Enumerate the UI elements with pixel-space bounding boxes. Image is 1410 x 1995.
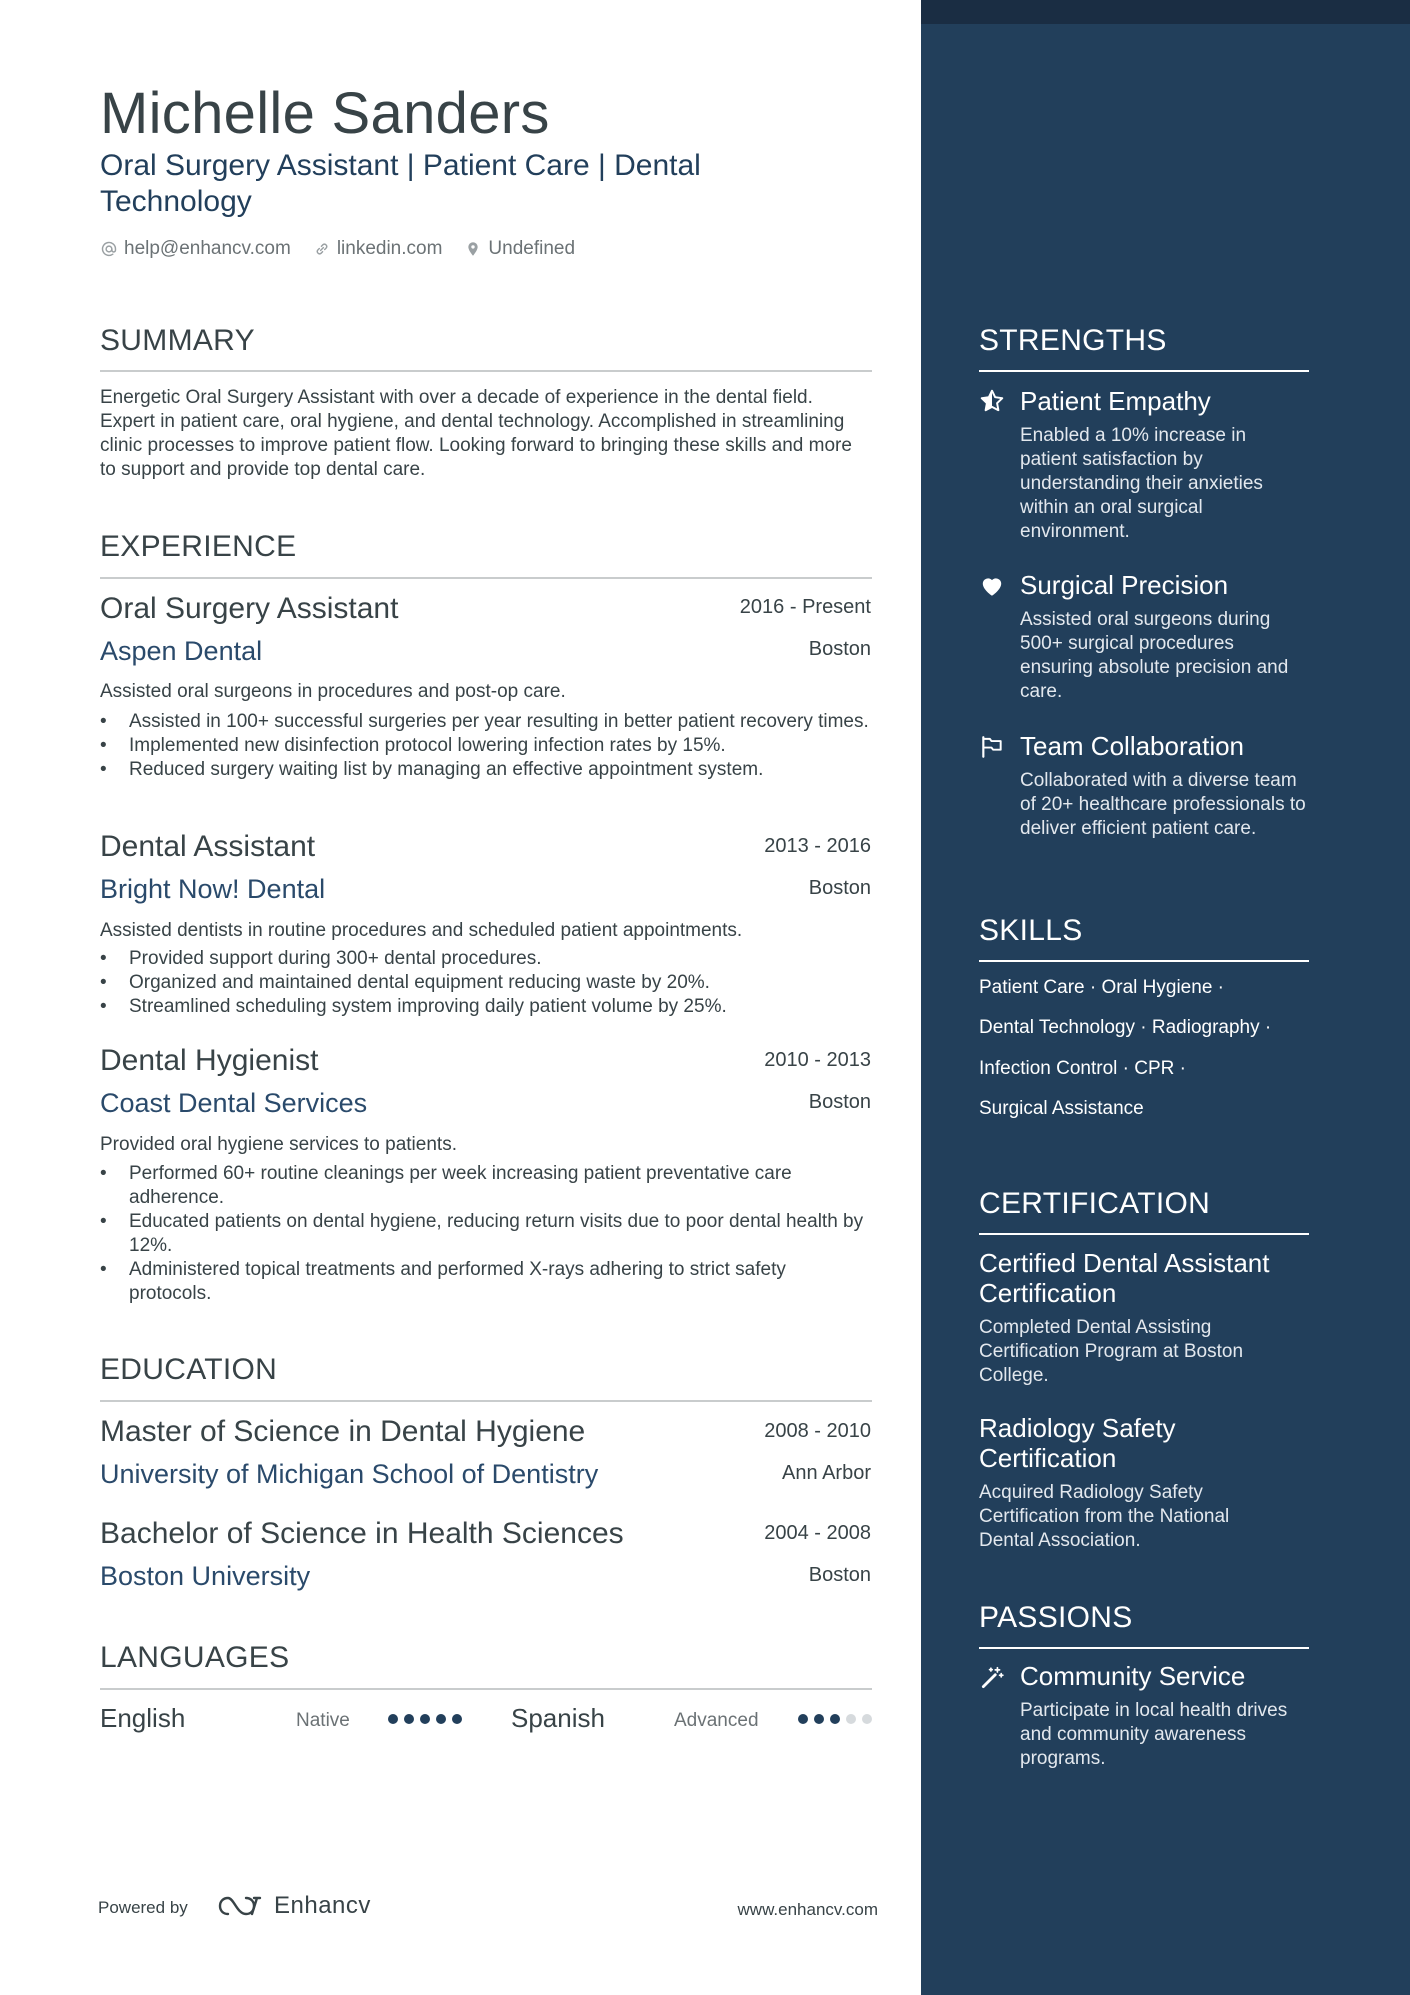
job-bullet: • Streamlined scheduling system improving daily patient volume by 25%. bbox=[100, 995, 872, 1019]
job-location: Boston bbox=[808, 877, 871, 899]
strengths-heading: STRENGTHS bbox=[979, 324, 1167, 357]
skills-line: Dental Technology · Radiography · bbox=[979, 1017, 1272, 1038]
education-degree: Master of Science in Dental Hygiene bbox=[100, 1415, 586, 1448]
language-level: Advanced bbox=[674, 1710, 759, 1731]
languages-divider bbox=[100, 1688, 872, 1690]
job-bullet: • Educated patients on dental hygiene, reducing return visits due to poor dental health by 12%. bbox=[100, 1210, 872, 1258]
strength-title: Patient Empathy bbox=[1020, 386, 1211, 416]
rating-dot-filled bbox=[830, 1714, 840, 1724]
location-text: Undefined bbox=[488, 238, 576, 259]
job-title: Dental Hygienist bbox=[100, 1044, 319, 1077]
email-text: help@enhancv.com bbox=[124, 238, 291, 259]
job-company: Coast Dental Services bbox=[100, 1088, 368, 1118]
language-level: Native bbox=[296, 1710, 350, 1731]
star-half-icon bbox=[979, 388, 1005, 414]
experience-divider bbox=[100, 577, 872, 579]
summary-divider bbox=[100, 370, 872, 372]
job-location: Boston bbox=[808, 1091, 871, 1113]
education-dates: 2004 - 2008 bbox=[764, 1522, 871, 1544]
education-school: Boston University bbox=[100, 1561, 311, 1591]
certification-description: Completed Dental Assisting Certification Program at Boston College. bbox=[979, 1317, 1244, 1386]
job-bullet: • Provided support during 300+ dental procedures. bbox=[100, 947, 872, 971]
education-divider bbox=[100, 1400, 872, 1402]
brand-name: Enhancv bbox=[274, 1892, 371, 1919]
education-dates: 2008 - 2010 bbox=[764, 1420, 871, 1442]
heart-icon bbox=[979, 573, 1005, 599]
certification-title: Radiology Safety Certification bbox=[979, 1413, 1176, 1473]
job-description: Provided oral hygiene services to patients. bbox=[100, 1134, 457, 1155]
website-link[interactable]: www.enhancv.com bbox=[737, 1900, 878, 1919]
job-bullet-list bbox=[100, 947, 872, 1019]
linkedin-text: linkedin.com bbox=[336, 238, 443, 259]
job-bullet: • Reduced surgery waiting list by managing an effective appointment system. bbox=[100, 758, 872, 782]
rating-dot-filled bbox=[420, 1714, 430, 1724]
language-rating bbox=[798, 1714, 872, 1724]
job-bullet-list bbox=[100, 710, 872, 782]
enhancv-logo[interactable] bbox=[216, 1892, 371, 1920]
passion-description: Participate in local health drives and community awareness programs. bbox=[1020, 1700, 1288, 1769]
skills-line: Surgical Assistance bbox=[979, 1098, 1144, 1119]
job-bullet-list bbox=[100, 1162, 872, 1306]
link-icon bbox=[313, 240, 331, 258]
rating-dot-filled bbox=[452, 1714, 462, 1724]
certification-description: Acquired Radiology Safety Certification from the National Dental Association. bbox=[979, 1482, 1230, 1551]
skills-line: Patient Care · Oral Hygiene · bbox=[979, 977, 1224, 998]
passions-heading: PASSIONS bbox=[979, 1601, 1133, 1634]
passion-title: Community Service bbox=[1020, 1661, 1246, 1691]
contact-linkedin[interactable] bbox=[313, 238, 443, 260]
contact-row bbox=[100, 238, 575, 260]
candidate-name: Michelle Sanders bbox=[100, 81, 550, 146]
job-description: Assisted oral surgeons in procedures and post-op care. bbox=[100, 681, 566, 702]
powered-by-label: Powered by bbox=[98, 1898, 188, 1917]
job-title: Dental Assistant bbox=[100, 830, 316, 863]
strengths-divider bbox=[979, 370, 1309, 372]
contact-email[interactable] bbox=[100, 238, 291, 260]
job-bullet: • Implemented new disinfection protocol lowering infection rates by 15%. bbox=[100, 734, 872, 758]
rating-dot-empty bbox=[862, 1714, 872, 1724]
job-dates: 2016 - Present bbox=[739, 596, 871, 618]
strength-description: Collaborated with a diverse team of 20+ healthcare professionals to deliver efficient patient care. bbox=[1020, 770, 1306, 839]
languages-heading: LANGUAGES bbox=[100, 1641, 290, 1674]
rating-dot-filled bbox=[436, 1714, 446, 1724]
flag-icon bbox=[979, 734, 1005, 760]
job-description: Assisted dentists in routine procedures and scheduled patient appointments. bbox=[100, 920, 743, 941]
certification-heading: CERTIFICATION bbox=[979, 1187, 1211, 1220]
rating-dot-filled bbox=[798, 1714, 808, 1724]
candidate-headline: Oral Surgery Assistant | Patient Care | Dental Technology bbox=[100, 149, 701, 218]
job-dates: 2013 - 2016 bbox=[764, 835, 871, 857]
strength-title: Team Collaboration bbox=[1020, 731, 1245, 761]
experience-heading: EXPERIENCE bbox=[100, 530, 297, 563]
job-bullet: • Performed 60+ routine cleanings per week increasing patient preventative care adherence. bbox=[100, 1162, 872, 1210]
job-bullet: • Organized and maintained dental equipment reducing waste by 20%. bbox=[100, 971, 872, 995]
education-school: University of Michigan School of Dentistry bbox=[100, 1459, 599, 1489]
education-heading: EDUCATION bbox=[100, 1353, 278, 1386]
skills-heading: SKILLS bbox=[979, 914, 1083, 947]
job-location: Boston bbox=[808, 638, 871, 660]
sidebar-top-bar bbox=[921, 0, 1410, 24]
enhancv-logo-icon bbox=[216, 1893, 264, 1919]
job-bullet: • Assisted in 100+ successful surgeries per year resulting in better patient recovery times. bbox=[100, 710, 872, 734]
certification-title: Certified Dental Assistant Certification bbox=[979, 1248, 1270, 1308]
strength-description: Enabled a 10% increase in patient satisfaction by understanding their anxieties within an oral surgical environment. bbox=[1020, 425, 1263, 542]
rating-dot-filled bbox=[814, 1714, 824, 1724]
rating-dot-empty bbox=[846, 1714, 856, 1724]
job-company: Aspen Dental bbox=[100, 636, 263, 666]
language-name: Spanish bbox=[511, 1703, 605, 1733]
rating-dot-filled bbox=[404, 1714, 414, 1724]
strength-description: Assisted oral surgeons during 500+ surgical procedures ensuring absolute precision and care. bbox=[1020, 609, 1289, 702]
strength-title: Surgical Precision bbox=[1020, 570, 1229, 600]
education-degree: Bachelor of Science in Health Sciences bbox=[100, 1517, 624, 1550]
education-location: Boston bbox=[808, 1564, 871, 1586]
job-company: Bright Now! Dental bbox=[100, 874, 326, 904]
magic-wand-icon bbox=[979, 1665, 1005, 1691]
summary-heading: SUMMARY bbox=[100, 324, 255, 357]
rating-dot-filled bbox=[388, 1714, 398, 1724]
skills-line: Infection Control · CPR · bbox=[979, 1058, 1186, 1079]
location-pin-icon bbox=[464, 240, 482, 258]
job-title: Oral Surgery Assistant bbox=[100, 592, 399, 625]
contact-location bbox=[464, 238, 575, 260]
summary-text: Energetic Oral Surgery Assistant with over a decade of experience in the dental field. Expert in patient care, oral hygiene, and dental technology. Accomplished in streamlining clinic processes to improve patient flow. Looking forward to bringing these skills and more to support and provide top dental care. bbox=[100, 387, 852, 480]
language-name: English bbox=[100, 1703, 186, 1733]
education-location: Ann Arbor bbox=[782, 1462, 871, 1484]
job-dates: 2010 - 2013 bbox=[764, 1049, 871, 1071]
language-rating bbox=[388, 1714, 462, 1724]
skills-divider bbox=[979, 960, 1309, 962]
passions-divider bbox=[979, 1647, 1309, 1649]
at-icon bbox=[100, 240, 118, 258]
certification-divider bbox=[979, 1233, 1309, 1235]
job-bullet: • Administered topical treatments and performed X-rays adhering to strict safety protocols. bbox=[100, 1258, 872, 1306]
